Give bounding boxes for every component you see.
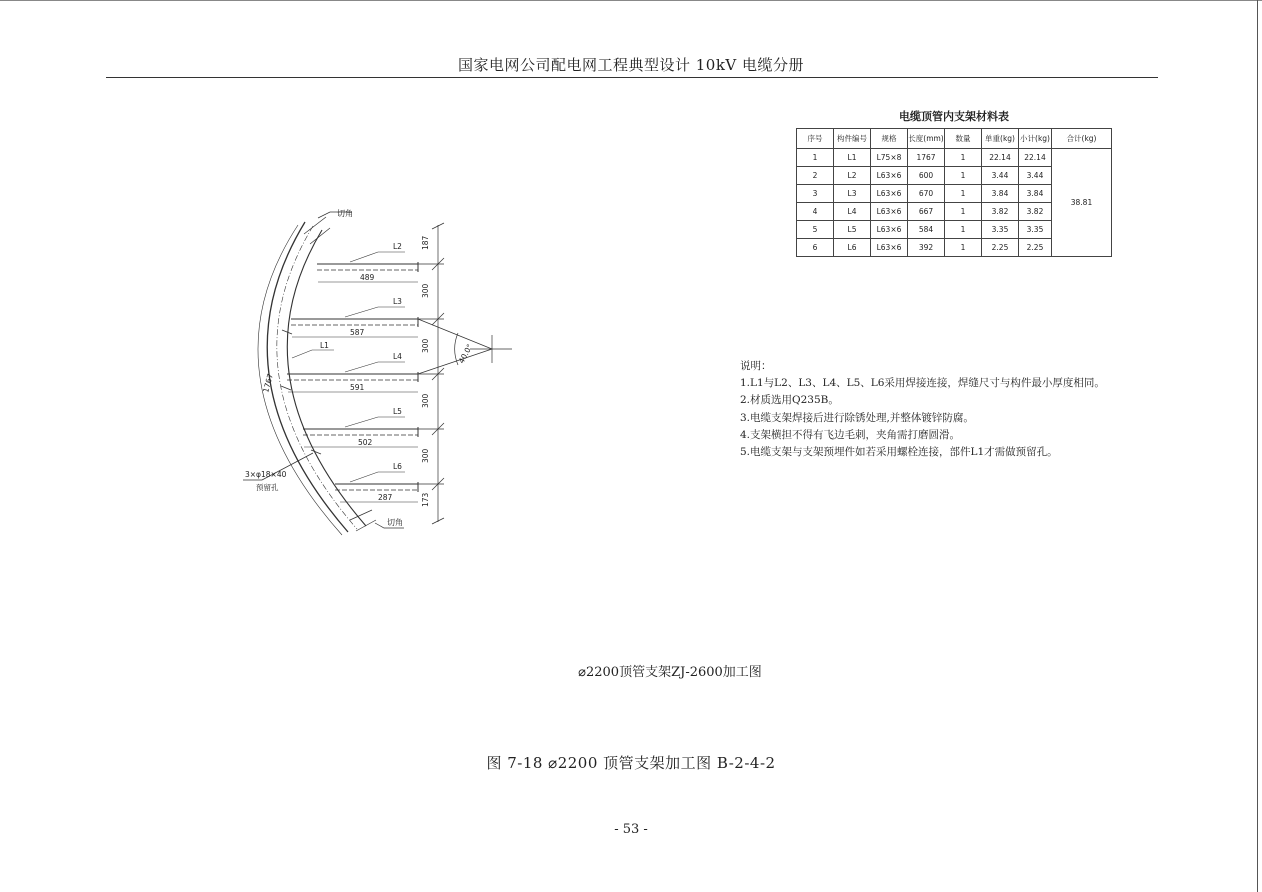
table-cell: 1767 (908, 149, 945, 167)
label-member-l4: L4 (393, 352, 402, 361)
note-item: 1.L1与L2、L3、L4、L5、L6采用焊接连接，焊缝尺寸与构件最小厚度相同。 (740, 377, 1105, 390)
table-total-cell: 38.81 (1052, 149, 1112, 257)
pre-drilled-hole-marks (243, 330, 321, 480)
label-hole-spec: 3×φ18×40 (245, 470, 287, 479)
table-cell: 3.44 (1019, 167, 1052, 185)
note-item: 3.电缆支架焊接后进行除锈处理,并整体镀锌防腐。 (740, 411, 974, 424)
col-header: 数量 (945, 129, 982, 149)
member-l4 (287, 372, 418, 382)
col-header: 序号 (797, 129, 834, 149)
label-cut-top: 切角 (337, 209, 353, 218)
member-tag-leaders (292, 252, 405, 482)
label-dim-5: 300 (421, 448, 430, 463)
table-cell: 3.44 (982, 167, 1019, 185)
label-length-l6: 287 (378, 493, 393, 502)
figure-caption: 图 7-18 ⌀2200 顶管支架加工图 B-2-4-2 (486, 754, 776, 772)
table-cell: 2.25 (1019, 239, 1052, 257)
label-member-l2: L2 (393, 242, 402, 251)
note-item: 2.材质选用Q235B。 (740, 394, 839, 407)
table-cell: L1 (834, 149, 871, 167)
table-cell: 3.84 (982, 185, 1019, 203)
col-header: 长度(mm) (908, 129, 945, 149)
label-dim-4: 300 (421, 393, 430, 408)
table-cell: 600 (908, 167, 945, 185)
table-cell: 584 (908, 221, 945, 239)
table-cell: 1 (797, 149, 834, 167)
label-member-l1: L1 (320, 341, 329, 350)
table-cell: 22.14 (982, 149, 1019, 167)
label-length-l3: 587 (350, 328, 365, 337)
label-member-l5: L5 (393, 407, 402, 416)
table-cell: 2 (797, 167, 834, 185)
member-l5 (303, 427, 418, 437)
notes-heading: 说明： (740, 360, 772, 372)
table-cell: L2 (834, 167, 871, 185)
vertical-dimension-chain (418, 223, 444, 524)
table-cell: 1 (945, 239, 982, 257)
cut-corner-marks (304, 212, 404, 531)
label-length-l2: 489 (360, 273, 375, 282)
table-cell: L63×6 (871, 185, 908, 203)
table-cell: 6 (797, 239, 834, 257)
table-cell: 667 (908, 203, 945, 221)
label-angle: 40.0° (456, 342, 475, 365)
col-header: 规格 (871, 129, 908, 149)
member-l2 (317, 262, 418, 272)
table-cell: 3.84 (1019, 185, 1052, 203)
arc-inner (287, 230, 366, 526)
table-cell: L6 (834, 239, 871, 257)
table-cell: 3 (797, 185, 834, 203)
table-cell: 3.35 (1019, 221, 1052, 239)
table-cell: 1 (945, 185, 982, 203)
label-arc-length: 1767 (261, 372, 275, 394)
col-header: 构件编号 (834, 129, 871, 149)
note-item: 5.电缆支架与支架预埋件如若采用螺栓连接，部件L1才需做预留孔。 (740, 446, 1058, 459)
label-length-l4: 591 (350, 383, 365, 392)
table-cell: 2.25 (982, 239, 1019, 257)
page-number: - 53 - (614, 822, 648, 837)
label-dim-2: 300 (421, 283, 430, 298)
label-dim-1: 187 (421, 235, 430, 250)
material-table-title: 电缆顶管内支架材料表 (899, 110, 1009, 123)
table-cell: L63×6 (871, 203, 908, 221)
table-cell: 1 (945, 203, 982, 221)
note-item: 4.支架横担不得有飞边毛刺，夹角需打磨圆滑。 (740, 428, 961, 441)
table-cell: L5 (834, 221, 871, 239)
table-cell: 3.82 (1019, 203, 1052, 221)
table-cell: 4 (797, 203, 834, 221)
col-header: 小计(kg) (1019, 129, 1052, 149)
drawing-caption: ⌀2200顶管支架ZJ-2600加工图 (578, 665, 762, 680)
label-length-l5: 502 (358, 438, 373, 447)
table-cell: 670 (908, 185, 945, 203)
table-cell: 392 (908, 239, 945, 257)
table-cell: L4 (834, 203, 871, 221)
table-cell: L63×6 (871, 167, 908, 185)
label-dim-6: 173 (421, 492, 430, 507)
label-hole-name: 预留孔 (256, 483, 279, 492)
table-cell: 1 (945, 221, 982, 239)
table-cell: L3 (834, 185, 871, 203)
col-header: 单重(kg) (982, 129, 1019, 149)
table-cell: 1 (945, 167, 982, 185)
table-cell: 22.14 (1019, 149, 1052, 167)
table-cell: L63×6 (871, 221, 908, 239)
member-l3 (291, 317, 418, 327)
member-l6 (335, 482, 418, 492)
table-cell: 3.35 (982, 221, 1019, 239)
table-cell: L75×8 (871, 149, 908, 167)
table-cell: 1 (945, 149, 982, 167)
label-dim-3: 300 (421, 338, 430, 353)
table-cell: 3.82 (982, 203, 1019, 221)
label-member-l6: L6 (393, 462, 402, 471)
header-title: 国家电网公司配电网工程典型设计 10kV 电缆分册 (457, 56, 805, 74)
label-member-l3: L3 (393, 297, 402, 306)
table-cell: 5 (797, 221, 834, 239)
col-header: 合计(kg) (1052, 129, 1112, 149)
table-cell: L63×6 (871, 239, 908, 257)
label-cut-bottom: 切角 (387, 518, 403, 527)
